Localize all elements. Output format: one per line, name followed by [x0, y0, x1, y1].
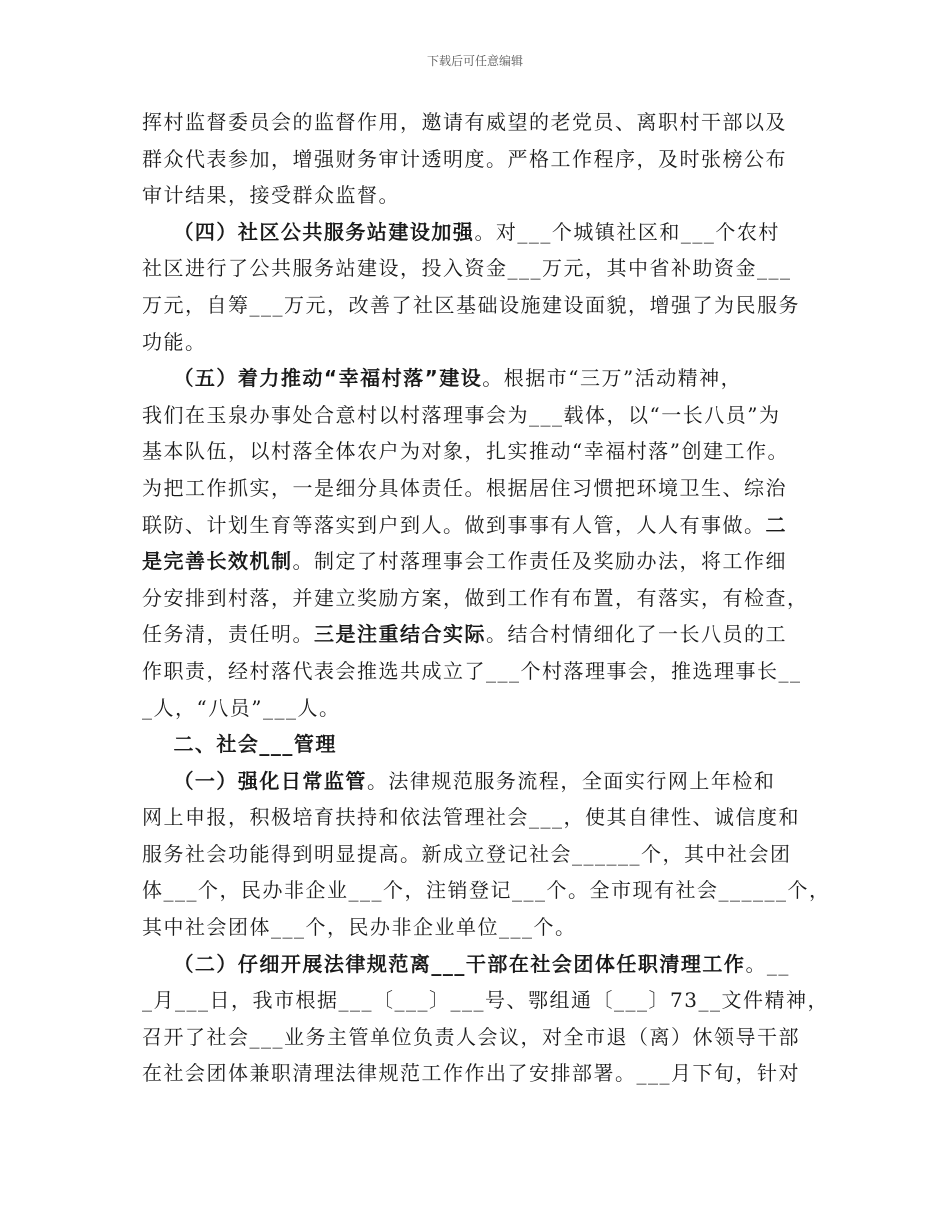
text-line: [142, 872, 831, 909]
bold-heading-text: （四）社区公共服务站建设加强: [173, 219, 475, 244]
text-line: [142, 763, 822, 800]
text-line: [142, 177, 822, 214]
text-line: [142, 726, 822, 763]
text-line: [142, 616, 822, 653]
line-text: 。__: [745, 951, 790, 976]
page-header: 下载后可任意编辑: [426, 54, 523, 68]
text-line: [142, 287, 822, 324]
text-line: [142, 324, 822, 361]
line-text: 。制定了村落理事会工作责任及奖励办法，将工作细: [292, 549, 787, 574]
text-line: [142, 250, 822, 287]
text-line: [142, 909, 822, 946]
text-line: [142, 653, 822, 690]
line-text: 服务社会功能得到明显提高。新成立登记社会______个，其中社会团: [142, 841, 792, 866]
line-text: 群众代表参加，增强财务审计透明度。严格工作程序，及时张榜公布: [142, 146, 787, 171]
line-text: _人，“八员”___人。: [142, 695, 341, 720]
line-text: 。法律规范服务流程，全面实行网上年检和: [366, 768, 776, 793]
line-text: [142, 732, 173, 756]
bold-heading-text: 三是注重结合实际: [314, 622, 486, 647]
line-text: 社区进行了公共服务站建设，投入资金___万元，其中省补助资金___: [142, 256, 792, 281]
line-text: 召开了社会___业务主管单位负责人会议，对全市退（离）休领导干部: [142, 1024, 800, 1049]
line-text: [142, 952, 173, 976]
line-text: [142, 366, 173, 390]
line-text: 。根据市“三万”活动精神，: [482, 366, 743, 391]
text-line: [142, 104, 822, 141]
line-text: 审计结果，接受群众监督。: [142, 183, 400, 208]
line-text: 挥村监督委员会的监督作用，邀请有威望的老党员、离职村干部以及: [142, 110, 787, 134]
text-line: [142, 397, 822, 434]
line-text: 作职责，经村落代表会推选共成立了___个村落理事会，推选理事长__: [142, 658, 802, 683]
bold-heading-text: 二: [765, 512, 787, 537]
bold-heading-text: （二）仔细开展法律规范离___干部在社会团体任职清理工作: [173, 951, 746, 976]
text-line: [142, 360, 822, 397]
text-line: [142, 799, 822, 836]
bold-heading-text: 二、社会___管理: [173, 732, 337, 757]
line-text: 我们在玉泉办事处合意村以村落理事会为___载体，以“一长八员”为: [142, 402, 781, 427]
line-text: 体___个，民办非企业___个，注销登记___个。全市现有社会______个，: [142, 878, 831, 903]
text-line: [142, 1019, 822, 1056]
line-text: _月___日，我市根据___〔___〕___号、鄂组通〔___〕73__文件精神，: [142, 988, 829, 1013]
text-line: [142, 141, 822, 178]
text-line: [142, 946, 822, 983]
text-line: [142, 690, 822, 727]
line-text: 网上申报，积极培育扶持和依法管理社会___，使其自律性、诚信度和: [142, 805, 800, 830]
line-text: 功能。: [142, 329, 207, 354]
text-line: [142, 470, 822, 507]
line-text: 为把工作抓实，一是细分具体责任。根据居住习惯把环境卫生、综治: [142, 475, 787, 500]
line-text: [142, 769, 173, 793]
bold-heading-text: 是完善长效机制: [142, 549, 293, 574]
text-line: [142, 982, 829, 1019]
line-text: 其中社会团体___个，民办非企业单位___个。: [142, 915, 577, 940]
line-text: 基本队伍，以村落全体农户为对象，扎实推动“幸福村落”创建工作。: [142, 439, 789, 464]
line-text: 联防、计划生育等落实到户到人。做到事事有人管，人人有事做。: [142, 512, 766, 537]
body-text: [142, 104, 831, 1092]
line-text: 。结合村情细化了一长八员的工: [486, 622, 787, 647]
bold-heading-text: （五）着力推动“幸福村落”建设: [173, 366, 483, 391]
bold-heading-text: （一）强化日常监管: [173, 768, 367, 793]
text-line: [142, 543, 822, 580]
text-line: [142, 836, 822, 873]
text-line: [142, 214, 822, 251]
line-text: 万元，自筹___万元，改善了社区基础设施建设面貌，增强了为民服务: [142, 292, 800, 317]
text-line: [142, 1055, 822, 1092]
text-line: [142, 433, 822, 470]
line-text: 。对___个城镇社区和___个农村: [474, 219, 780, 244]
text-line: [142, 580, 822, 617]
line-text: 任务清，责任明。: [142, 622, 314, 647]
line-text: 分安排到村落，并建立奖励方案，做到工作有布置，有落实，有检查，: [142, 585, 809, 610]
line-text: 在社会团体兼职清理法律规范工作作出了安排部署。___月下旬，针对: [142, 1061, 800, 1086]
text-line: [142, 507, 822, 544]
line-text: [142, 220, 173, 244]
